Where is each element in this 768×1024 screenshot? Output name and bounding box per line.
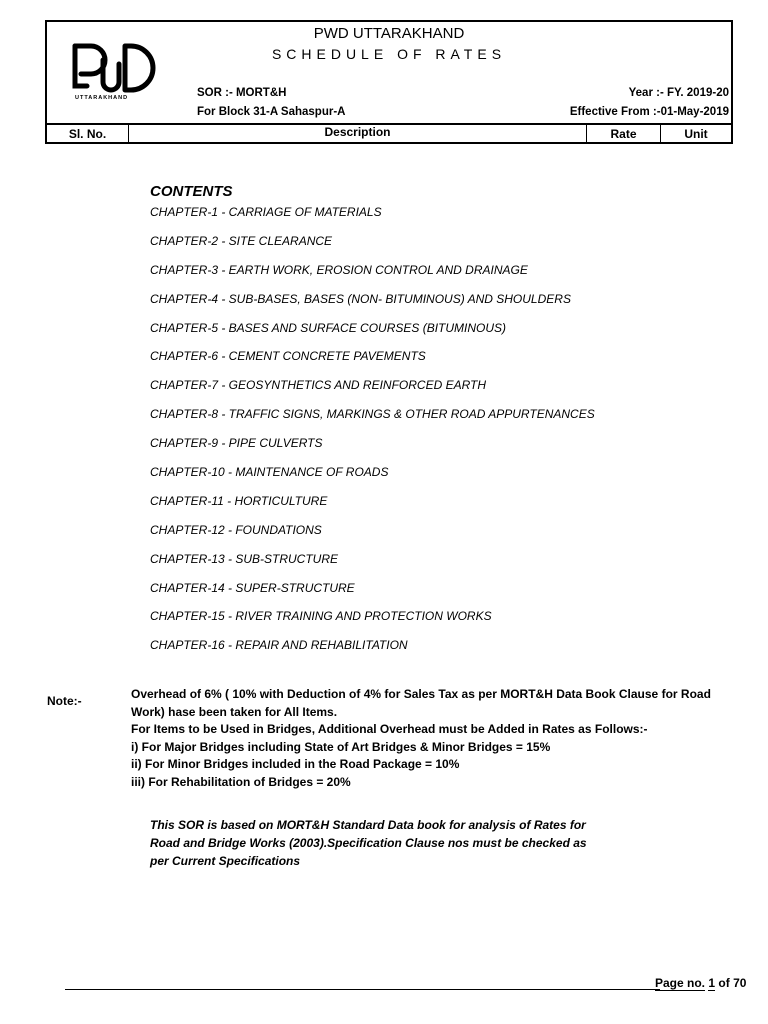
page-of: of [718, 976, 730, 990]
page-total: 70 [733, 976, 747, 990]
logo-subtext: UTTARAKHAND [75, 95, 129, 101]
chapter-item: CHAPTER-10 - MAINTENANCE OF ROADS [150, 465, 389, 480]
chapter-item: CHAPTER-2 - SITE CLEARANCE [150, 233, 333, 248]
chapter-item: CHAPTER-9 - PIPE CULVERTS [150, 436, 323, 451]
chapter-list [150, 204, 595, 666]
header-top [47, 22, 731, 125]
chapter-item: CHAPTER-11 - HORTICULTURE [150, 493, 328, 508]
note-line: i) For Major Bridges including State of Art Bridges & Minor Bridges = 15% [131, 739, 551, 754]
note-line: ii) For Minor Bridges included in the Road Package = 10% [131, 757, 460, 771]
chapter-item: CHAPTER-16 - REPAIR AND REHABILITATION [150, 638, 408, 653]
chapter-item: CHAPTER-4 - SUB-BASES, BASES (NON- BITUMINOUS) AND SHOULDERS [150, 291, 571, 306]
chapter-item: CHAPTER-13 - SUB-STRUCTURE [150, 551, 339, 566]
footer-rule [65, 989, 660, 990]
page-current: 1 [708, 976, 716, 990]
note-label: Note:- [47, 694, 82, 708]
chapter-item: CHAPTER-12 - FOUNDATIONS [150, 522, 322, 537]
note-line: For Items to be Used in Bridges, Additional Overhead must be Added in Rates as Follows:- [131, 722, 648, 736]
column-header-row [47, 125, 731, 144]
chapter-item: CHAPTER-1 - CARRIAGE OF MATERIALS [150, 205, 382, 219]
column-unit: Unit [684, 127, 708, 141]
document-title: SCHEDULE OF RATES [271, 46, 507, 62]
chapter-item: CHAPTER-8 - TRAFFIC SIGNS, MARKINGS & OTHER ROAD APPURTENANCES [150, 407, 595, 422]
chapter-item: CHAPTER-6 - CEMENT CONCRETE PAVEMENTS [150, 349, 426, 364]
chapter-item: CHAPTER-5 - BASES AND SURFACE COURSES (BITUMINOUS) [150, 320, 507, 335]
chapter-item: CHAPTER-14 - SUPER-STRUCTURE [150, 580, 355, 595]
page-number [655, 976, 746, 990]
note-line: iii) For Rehabilitation of Bridges = 20% [131, 774, 351, 789]
block-label: For Block 31-A Sahaspur-A [197, 106, 346, 118]
chapter-item: CHAPTER-15 - RIVER TRAINING AND PROTECTION WORKS [150, 609, 492, 624]
sor-label: SOR :- MORT&H [197, 87, 287, 99]
chapter-item: CHAPTER-7 - GEOSYNTHETICS AND REINFORCED EARTH [150, 378, 487, 393]
organization-name: PWD UTTARAKHAND [313, 25, 465, 42]
note-body [131, 686, 711, 791]
sor-basis-note: This SOR is based on MORT&H Standard Data book for analysis of Rates for Road and Bridge Works (2003).Specification Clause nos must be checked as per Current Specifications [150, 818, 587, 868]
header-box [45, 20, 733, 144]
year-label: Year :- FY. 2019-20 [628, 87, 729, 99]
effective-date-label: Effective From :-01-May-2019 [569, 106, 729, 118]
page-label: Page no. [655, 976, 706, 990]
chapter-item: CHAPTER-3 - EARTH WORK, EROSION CONTROL AND DRAINAGE [150, 262, 528, 277]
contents-title: CONTENTS [150, 183, 233, 200]
column-description: Description [129, 125, 587, 144]
note-line: Overhead of 6% ( 10% with Deduction of 4% for Sales Tax as per MORT&H Data Book Clause for Road Work) hase been taken for All Items. [131, 687, 711, 719]
column-rate: Rate [587, 125, 661, 144]
column-sl-no: Sl. No. [47, 125, 129, 144]
